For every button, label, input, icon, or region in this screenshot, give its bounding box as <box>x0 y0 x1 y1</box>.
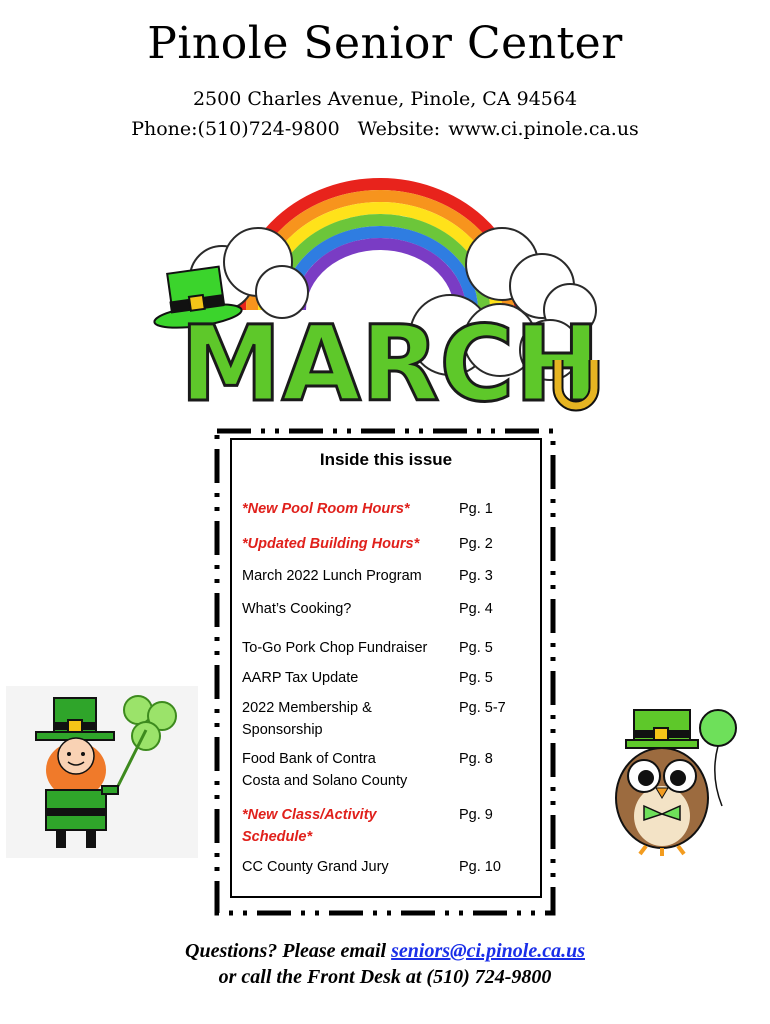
toc-item-page: Pg. 5 <box>459 640 493 656</box>
footer-question: Questions? Please email <box>185 940 392 962</box>
leprechaun-icon <box>6 686 198 858</box>
toc-item-title: CC County Grand Jury <box>242 859 389 875</box>
toc-item-page: Pg. 5-7 <box>459 700 506 716</box>
toc-item-title: 2022 Membership & Sponsorship <box>242 700 372 738</box>
toc-item-page: Pg. 10 <box>459 859 501 875</box>
toc-item-title: March 2022 Lunch Program <box>242 568 422 584</box>
toc-item-page: Pg. 3 <box>459 568 493 584</box>
toc-item-title: Food Bank of Contra Costa and Solano County <box>242 751 408 789</box>
toc-heading: Inside this issue <box>319 450 453 469</box>
toc-item-title: *New Pool Room Hours* <box>242 501 410 517</box>
toc-item-page: Pg. 9 <box>459 807 493 823</box>
toc-item-title: AARP Tax Update <box>242 670 359 686</box>
page-title: Pinole Senior Center <box>147 18 623 69</box>
address: 2500 Charles Avenue, Pinole, CA 94564 <box>192 88 578 110</box>
toc-item-title: To-Go Pork Chop Fundraiser <box>242 640 428 656</box>
footer-email-line <box>0 940 770 963</box>
toc-box <box>230 438 542 898</box>
toc-item-page: Pg. 4 <box>459 601 493 617</box>
march-letters <box>180 303 600 416</box>
toc-item-page: Pg. 5 <box>459 670 493 686</box>
toc-item-page: Pg. 2 <box>459 536 493 552</box>
toc-item-title: *Updated Building Hours* <box>242 536 420 552</box>
toc-item-title: *New Class/Activity Schedule* <box>242 807 377 845</box>
toc-item-page: Pg. 1 <box>459 501 493 517</box>
email-link[interactable]: seniors@ci.pinole.ca.us <box>391 940 585 962</box>
contact-line <box>0 118 770 140</box>
owl-icon <box>606 706 746 856</box>
march-rainbow-graphic <box>150 160 610 416</box>
toc-item-page: Pg. 8 <box>459 751 493 767</box>
footer-phone-line: or call the Front Desk at (510) 724-9800 <box>218 966 552 988</box>
website: Website: www.ci.pinole.ca.us <box>357 118 639 140</box>
phone-number: Phone:(510)724-9800 <box>131 118 340 140</box>
march-text: MARCH <box>180 303 600 416</box>
toc-item-title: What’s Cooking? <box>242 601 352 617</box>
